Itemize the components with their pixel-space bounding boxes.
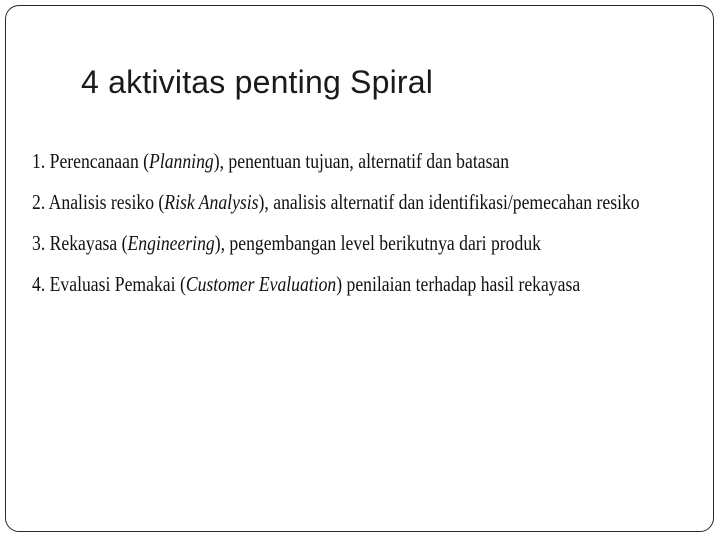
- item-text-after: ), penentuan tujuan, alternatif dan batasan: [213, 149, 510, 173]
- list-item: [32, 149, 640, 190]
- item-term: Engineering: [127, 231, 215, 255]
- slide-frame: [5, 5, 714, 532]
- item-text-before: Analisis resiko (: [48, 190, 165, 214]
- item-text-before: Evaluasi Pemakai (: [49, 272, 186, 296]
- item-number: 1.: [32, 149, 46, 173]
- item-text-before: Perencanaan (: [49, 149, 150, 173]
- item-term: Planning: [149, 149, 214, 173]
- list-item: [32, 231, 640, 272]
- item-text-after: ), pengembangan level berikutnya dari produk: [214, 231, 541, 255]
- item-text-after: ) penilaian terhadap hasil rekayasa: [336, 272, 581, 296]
- item-text-before: Rekayasa (: [49, 231, 128, 255]
- list-item: [32, 190, 640, 231]
- item-number: 2.: [32, 190, 46, 214]
- item-number: 3.: [32, 231, 46, 255]
- item-term: Customer Evaluation: [185, 272, 337, 296]
- list-item: [32, 272, 640, 313]
- item-text-after: ), analisis alternatif dan identifikasi/pemecahan resiko: [258, 190, 640, 214]
- activity-list: [32, 149, 720, 313]
- item-number: 4.: [32, 272, 46, 296]
- slide-title: 4 aktivitas penting Spiral: [81, 64, 434, 100]
- item-term: Risk Analysis: [164, 190, 259, 214]
